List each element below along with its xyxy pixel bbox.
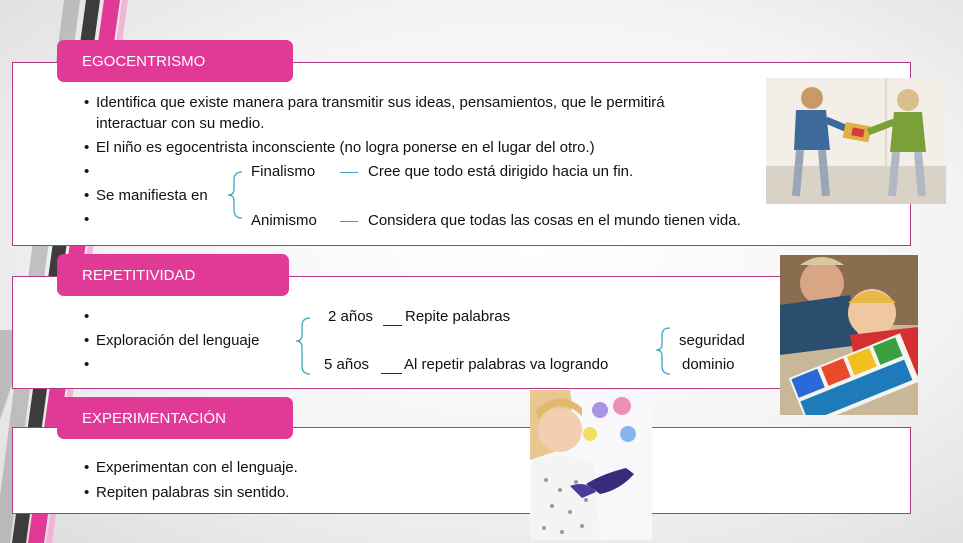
bullet: • <box>84 356 90 373</box>
bullet: • <box>84 332 90 349</box>
section-experimentacion-title: EXPERIMENTACIÓN <box>57 397 293 439</box>
rep-age1-desc: Repite palabras <box>405 308 511 325</box>
bullet: • <box>84 139 90 156</box>
ego-branch2-desc: Considera que todas las cosas en el mundo tienen vida. <box>368 212 741 229</box>
adult-child-book-image <box>780 255 918 415</box>
rep-age2: 5 años <box>324 356 370 373</box>
ego-branch2-term: Animismo <box>251 212 317 229</box>
ego-bullet2: El niño es egocentrista inconsciente (no logra ponerse en el lugar del otro.) <box>96 139 595 156</box>
bullet: • <box>84 94 90 111</box>
connector-line <box>340 221 358 222</box>
connector-line <box>340 172 358 173</box>
rep-outcome2: dominio <box>682 356 735 373</box>
bullet: • <box>84 484 90 501</box>
section-egocentrismo-title: EGOCENTRISMO <box>57 40 293 82</box>
bullet: • <box>84 211 90 228</box>
girl-painting-image <box>530 390 652 540</box>
photo-girl-painting <box>530 390 652 540</box>
ego-bullet1-line1: Identifica que existe manera para transmitir sus ideas, pensamientos, que le permitirá <box>96 94 665 111</box>
bullet: • <box>84 308 90 325</box>
ego-bullet1-line2: interactuar con su medio. <box>96 115 265 132</box>
connector-line <box>381 373 402 374</box>
bullet: • <box>84 187 90 204</box>
connector-line <box>383 325 402 326</box>
photo-adult-child-book <box>780 255 918 415</box>
bullet: • <box>84 163 90 180</box>
children-tug-image <box>766 78 946 204</box>
ego-bullet4: Se manifiesta en <box>96 187 208 204</box>
rep-bullet2: Exploración del lenguaje <box>96 332 260 349</box>
exp-bullet1: Experimentan con el lenguaje. <box>96 459 298 476</box>
photo-children-tug <box>766 78 946 204</box>
ego-branch1-term: Finalismo <box>251 163 316 180</box>
ego-branch1-desc: Cree que todo está dirigido hacia un fin. <box>368 163 634 180</box>
rep-age2-desc: Al repetir palabras va logrando <box>404 356 609 373</box>
bullet: • <box>84 459 90 476</box>
exp-bullet2: Repiten palabras sin sentido. <box>96 484 290 501</box>
rep-outcome1: seguridad <box>679 332 745 349</box>
rep-age1: 2 años <box>328 308 374 325</box>
section-repetitividad-title: REPETITIVIDAD <box>57 254 289 296</box>
